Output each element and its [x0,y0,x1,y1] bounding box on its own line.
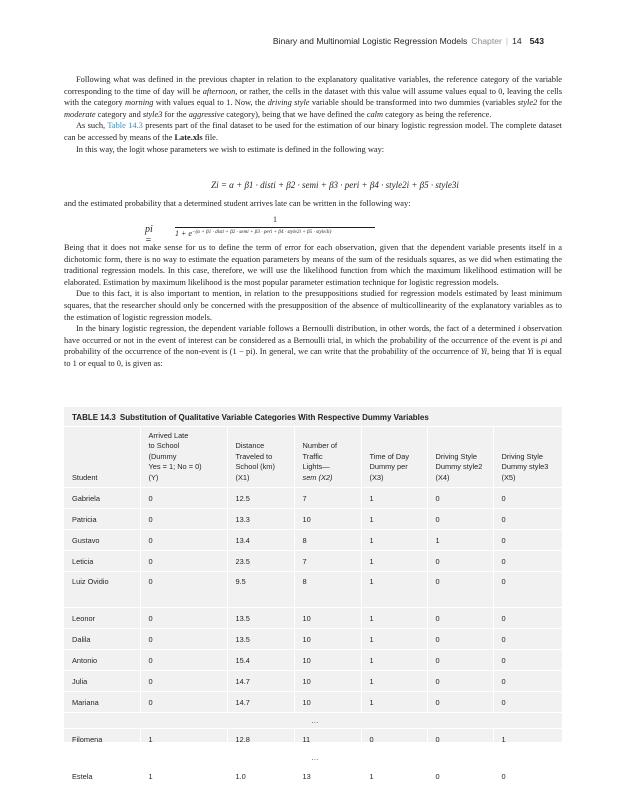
table-row: Luiz Ovidio 0 9.5 8 1 0 0 [64,572,562,608]
table-row: Gabriela 0 12.5 7 1 0 0 [64,488,562,509]
table-row: Julia 0 14.7 10 1 0 0 [64,671,562,692]
table-header-row [64,427,562,488]
table-row: Leonor 0 13.5 10 1 0 0 [64,608,562,629]
column-header-style3: Driving Style Dummy style3 (X5) [493,427,562,488]
page-number: 543 [529,36,544,46]
paragraph: and the estimated probability that a determined student arrives late can be written in the following way: [64,199,411,208]
table-ellipsis-row: … [64,750,562,766]
body-text-top [64,74,562,155]
paragraph: As such, Table 14.3 presents part of the final dataset to be used for the estimation of our binary logistic regression model. The complete dataset can be accessed by means of the Late.xls file. [64,121,562,142]
table-row: Filomena 1 12.8 11 0 0 1 [64,729,562,750]
running-head-title: Binary and Multinomial Logistic Regression Models [272,36,468,46]
table-row: Leticia 0 23.5 7 1 0 0 [64,551,562,572]
column-header-style2: Driving Style Dummy style2 (X4) [427,427,493,488]
table-row: Dalila 0 13.5 10 1 0 0 [64,629,562,650]
paragraph: In the binary logistic regression, the dependent variable follows a Bernoulli distribution, in other words, the fact of a determined i observation have occurred or not in the event of interest can be considered as a Bernoulli trial, in which the probability of the occurrence of the event is pi and probability of the occurrence of the non-event is (1 − pi). In general, we can write that the probability of the occurrence of Yi, being that Yi is equal to 1 or equal to 0, is given as: [64,324,563,368]
table-caption-text: Substitution of Qualitative Variable Categories With Respective Dummy Variables [119,413,429,422]
body-text-bottom [64,242,562,370]
fraction-bar [175,227,375,228]
running-head [64,36,544,46]
table-ellipsis-row: … [64,713,562,729]
table-link[interactable]: Table 14.3 [107,121,143,131]
column-header-distance: Distance Traveled to School (km) (X1) [227,427,294,488]
equation-denominator: $1 + e^{-(\alpha + \beta 1 \cdot disti + \beta 2 \cdot semi + \beta 3 \cdot peri + \beta 4 \cdot style2i + \beta 5 \cdot style3i)}$ [175,229,332,238]
data-table [64,426,562,787]
equation-numerator: 1 [273,215,277,224]
column-header-traffic-lights: Number of Traffic Lights— sem (X2) [294,427,361,488]
file-name: Late.xls [174,132,203,142]
column-header-student: Student [64,427,140,488]
paragraph: Following what was defined in the previous chapter in relation to the explanatory qualitative variables, the reference category of the variable corresponding to the time of day will be afternoon, or rather, the cells in the dataset with this value will assume values equal to 0, leaving the cells with the category morning with values equal to 1. Now, the driving style variable should be transformed into two dummies (variables style2 for the moderate category and style3 for the aggressive category), being that we have defined the calm category as being the reference. [64,75,562,119]
table-row: Gustavo 0 13.4 8 1 1 0 [64,530,562,551]
logit-equation: Zi = α + β1 · disti + β2 · semi + β3 · peri + β4 · style2i + β5 · style3i [211,180,459,190]
table-row: Mariana 0 14.7 10 1 0 0 [64,692,562,713]
equation-lhs: pi = [145,224,153,246]
running-head-separator: | [505,36,509,46]
column-header-arrived-late: Arrived Late to School (Dummy Yes = 1; No = 0) (Y) [140,427,227,488]
table-caption-label: TABLE 14.3 [72,413,116,422]
chapter-number: 14 [512,36,522,46]
table-caption [72,413,429,422]
table-row: Antonio 0 15.4 10 1 0 0 [64,650,562,671]
table-row: Estela 1 1.0 13 1 0 0 [64,766,562,787]
column-header-time-of-day: Time of Day Dummy per (X3) [361,427,427,488]
paragraph: In this way, the logit whose parameters we wish to estimate is defined in the following way: [76,144,385,154]
table-row: Patricia 0 13.3 10 1 0 0 [64,509,562,530]
chapter-label: Chapter [471,36,502,46]
paragraph: Due to this fact, it is also important to mention, in relation to the presuppositions studied for regression models estimated by least minimum squares, that the researcher should only be concerned with the presupposition of the absence of multicollinearity of the explanatory variables as to the estimation of logistic regression models. [64,289,562,322]
paragraph: Being that it does not make sense for us to define the term of error for each observation, given that the dependent variable presents itself in a dichotomic form, there is no way to estimate the equation parameters by means of the sum of the residuals squares, as we did when estimating the traditional regression models. In this case, therefore, we will use the likelihood function from which the maximum likelihood estimation will be elaborated. Estimation by maximum likelihood is the most popular parameter estimation technique for logistic regression models. [64,243,562,287]
